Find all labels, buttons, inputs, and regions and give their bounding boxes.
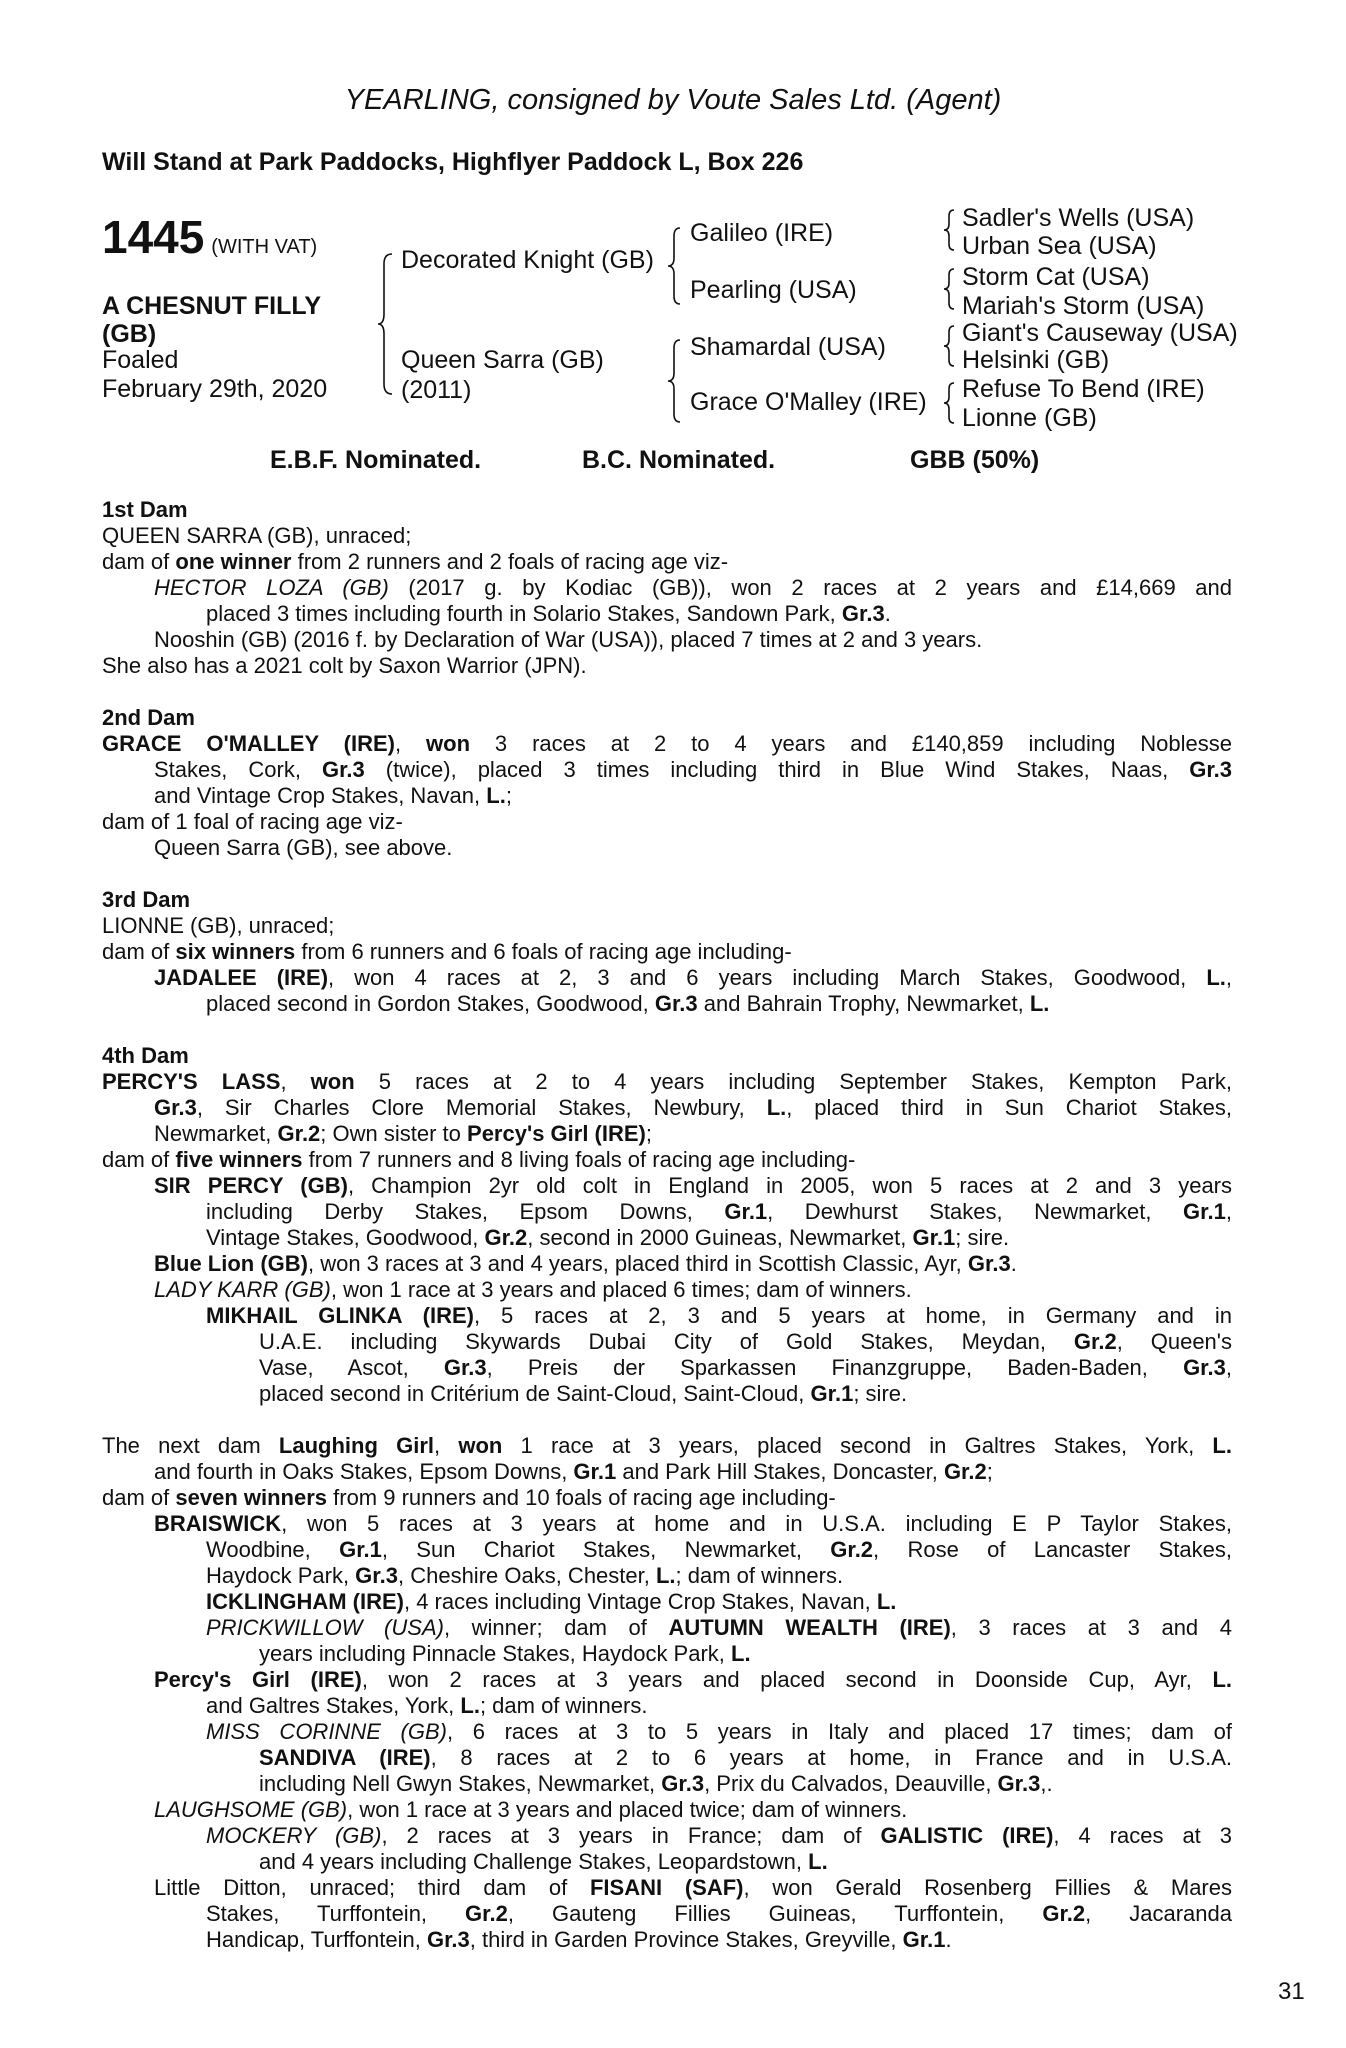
bold-text: Gr.3: [967, 1251, 1011, 1276]
bold-text: Gr.3: [1189, 757, 1232, 782]
text: ; dam of winners.: [479, 1693, 648, 1718]
record-line: [206, 1927, 1232, 1953]
bold-text: Gr.3: [355, 1563, 398, 1588]
text: including Nell Gwyn Stakes, Newmarket,: [259, 1771, 662, 1796]
dam-section: [102, 1433, 1232, 1953]
bold-text: Percy's Girl (IRE): [154, 1667, 362, 1692]
text: and Galtres Stakes, York,: [206, 1693, 461, 1718]
dam-section: [102, 887, 1232, 1017]
bold-text: L.: [1212, 1667, 1232, 1692]
bold-text: L.: [766, 1095, 787, 1120]
text: , won 1 race at 3 years and placed 6 times; dam of winners.: [330, 1277, 912, 1302]
text: , Jacaranda: [1085, 1901, 1232, 1926]
bold-text: Gr.2: [484, 1225, 528, 1250]
record-line: [154, 1797, 1232, 1823]
ancestor-gen3: Storm Cat (USA): [962, 263, 1150, 291]
italic-text: MISS CORINNE (GB): [206, 1719, 447, 1744]
text: QUEEN SARRA (GB), unraced;: [102, 523, 412, 548]
bold-text: L.: [731, 1641, 751, 1666]
section-heading: 1st Dam: [102, 497, 188, 522]
bold-text: Gr.1: [724, 1199, 768, 1224]
bold-text: Gr.1: [902, 1927, 946, 1952]
text: placed second in Critérium de Saint-Cloud, Saint-Cloud,: [259, 1381, 811, 1406]
bold-text: L.: [1029, 991, 1050, 1016]
lot-number-line: [102, 212, 317, 262]
ebf-nomination: E.B.F. Nominated.: [270, 446, 482, 474]
bc-nomination: B.C. Nominated.: [582, 446, 776, 474]
text: from 6 runners and 6 foals of racing age including-: [295, 939, 792, 964]
text: LIONNE (GB), unraced;: [102, 913, 335, 938]
record-line: [206, 1563, 1232, 1589]
record-line: [102, 731, 1232, 757]
text: , third in Garden Province Stakes, Greyville,: [469, 1927, 903, 1952]
text: 1 race at 3 years, placed second in Galtres Stakes, York,: [502, 1433, 1213, 1458]
text: , 2 races at 3 years in France; dam of: [381, 1823, 881, 1848]
bold-text: Gr.3: [426, 1927, 470, 1952]
bold-text: L.: [876, 1589, 897, 1614]
bold-text: Gr.2: [1042, 1901, 1086, 1926]
text: Nooshin (GB) (2016 f. by Declaration of War (USA)), placed 7 times at 2 and 3 years.: [154, 627, 983, 652]
text: , 6 races at 3 to 5 years in Italy and placed 17 times; dam of: [446, 1719, 1232, 1744]
record-line: [154, 627, 1232, 653]
italic-text: HECTOR LOZA (GB): [154, 575, 389, 600]
bold-text: L.: [1212, 1433, 1232, 1458]
text: , second in 2000 Guineas, Newmarket,: [527, 1225, 913, 1250]
vat-note: (WITH VAT): [211, 236, 318, 258]
text: and Vintage Crop Stakes, Navan,: [154, 783, 487, 808]
bold-text: Gr.2: [1073, 1329, 1117, 1354]
bold-text: six winners: [175, 939, 296, 964]
dam-sire: Shamardal (USA): [690, 333, 886, 361]
bold-text: Gr.1: [912, 1225, 956, 1250]
section-spacer: [102, 861, 1232, 887]
foaled-label: Foaled: [102, 346, 179, 374]
record-line: [154, 835, 1232, 861]
record-line: [102, 939, 1232, 965]
record-line: [154, 1173, 1232, 1199]
bold-text: won: [310, 1069, 355, 1094]
record-line: [206, 1615, 1232, 1641]
text: Newmarket,: [154, 1121, 278, 1146]
text: ,: [1225, 1355, 1232, 1380]
bold-text: Gr.3: [997, 1771, 1041, 1796]
section-heading: 4th Dam: [102, 1043, 189, 1068]
text: including Derby Stakes, Epsom Downs,: [206, 1199, 725, 1224]
sire: Decorated Knight (GB): [401, 246, 654, 274]
record-line: [102, 523, 1232, 549]
stand-location: Will Stand at Park Paddocks, Highflyer Paddock L, Box 226: [102, 148, 804, 176]
record-line: [154, 1121, 1232, 1147]
produce-record: [102, 497, 1232, 1953]
dam-foaling-year: (2011): [401, 376, 472, 404]
pedigree-brace: [942, 381, 956, 425]
lot-description: A CHESNUT FILLY: [102, 292, 321, 320]
italic-text: LAUGHSOME (GB): [154, 1797, 348, 1822]
record-line: [102, 653, 1232, 679]
record-line: [154, 1277, 1232, 1303]
text: Vintage Stakes, Goodwood,: [206, 1225, 485, 1250]
text: ; sire.: [853, 1381, 908, 1406]
text: , 4 races including Vintage Crop Stakes, Navan,: [403, 1589, 877, 1614]
bold-text: L.: [460, 1693, 480, 1718]
pedigree-brace: [666, 226, 682, 306]
foaled-date: February 29th, 2020: [102, 375, 328, 403]
record-line: [259, 1771, 1232, 1797]
text: , Champion 2yr old colt in England in 2005, won 5 races at 2 and 3 years: [347, 1173, 1232, 1198]
text: , won 3 races at 3 and 4 years, placed third in Scottish Classic, Ayr,: [307, 1251, 968, 1276]
text: ,: [434, 1433, 459, 1458]
dam-dam: Grace O'Malley (IRE): [690, 388, 927, 416]
record-line: [102, 1433, 1232, 1459]
text: dam of: [102, 1485, 176, 1510]
bold-text: Gr.3: [1183, 1355, 1226, 1380]
record-line: [259, 1355, 1232, 1381]
bold-text: GALISTIC (IRE): [880, 1823, 1054, 1848]
record-line: [206, 1901, 1232, 1927]
text: Stakes, Cork,: [154, 757, 322, 782]
pedigree-brace: [378, 252, 394, 396]
section-spacer: [102, 1017, 1232, 1043]
bold-text: Gr.1: [1183, 1199, 1226, 1224]
bold-text: SIR PERCY (GB): [154, 1173, 348, 1198]
bold-text: five winners: [175, 1147, 303, 1172]
lot-description-country: (GB): [102, 320, 157, 348]
record-line: [154, 575, 1232, 601]
record-line: [206, 1199, 1232, 1225]
gbb-status: GBB (50%): [910, 446, 1040, 474]
record-line: [206, 1823, 1232, 1849]
text: , 8 races at 2 to 6 years at home, in France and in U.S.A.: [430, 1745, 1232, 1770]
bold-text: BRAISWICK: [154, 1511, 282, 1536]
text: ; Own sister to: [320, 1121, 468, 1146]
text: The next dam: [102, 1433, 279, 1458]
text: , won 2 races at 3 years and placed second in Doonside Cup, Ayr,: [361, 1667, 1213, 1692]
record-line: [154, 1875, 1232, 1901]
text: , won 1 race at 3 years and placed twice; dam of winners.: [347, 1797, 908, 1822]
bold-text: Gr.3: [154, 1095, 197, 1120]
text: ;: [505, 783, 512, 808]
text: placed second in Gordon Stakes, Goodwood,: [206, 991, 655, 1016]
record-line: [206, 991, 1232, 1017]
italic-text: LADY KARR (GB): [154, 1277, 331, 1302]
record-line: [206, 1589, 1232, 1615]
text: , Gauteng Fillies Guineas, Turffontein,: [507, 1901, 1043, 1926]
record-line: [259, 1849, 1232, 1875]
pedigree-brace: [942, 208, 956, 252]
text: ,: [1225, 965, 1232, 990]
record-line: [154, 1511, 1232, 1537]
bold-text: Gr.2: [943, 1459, 987, 1484]
catalogue-title: YEARLING, consigned by Voute Sales Ltd. (Agent): [344, 84, 1002, 116]
bold-text: seven winners: [175, 1485, 328, 1510]
record-line: [259, 1329, 1232, 1355]
bold-text: Gr.1: [573, 1459, 617, 1484]
record-line: [206, 1537, 1232, 1563]
text: and fourth in Oaks Stakes, Epsom Downs,: [154, 1459, 574, 1484]
bold-text: won: [426, 731, 471, 756]
ancestor-gen3: Refuse To Bend (IRE): [962, 375, 1205, 403]
text: ; sire.: [955, 1225, 1010, 1250]
text: , Prix du Calvados, Deauville,: [704, 1771, 998, 1796]
text: , Queen's: [1116, 1329, 1232, 1354]
text: , Sun Chariot Stakes, Newmarket,: [381, 1537, 831, 1562]
dam: Queen Sarra (GB): [401, 346, 604, 374]
text: (2017 g. by Kodiac (GB)), won 2 races at 2 years and £14,669 and: [388, 575, 1232, 600]
text: Stakes, Turffontein,: [206, 1901, 466, 1926]
text: Woodbine,: [206, 1537, 340, 1562]
record-line: [154, 1667, 1232, 1693]
bold-text: L.: [486, 783, 506, 808]
text: dam of: [102, 1147, 176, 1172]
record-line: [102, 549, 1232, 575]
text: , 3 races at 3 and 4: [950, 1615, 1232, 1640]
record-line: [102, 1069, 1232, 1095]
text: .: [945, 1927, 952, 1952]
text: Haydock Park,: [206, 1563, 356, 1588]
bold-text: GRACE O'MALLEY (IRE): [102, 731, 395, 756]
text: ,: [280, 1069, 311, 1094]
text: from 7 runners and 8 living foals of racing age including-: [302, 1147, 856, 1172]
text: Handicap, Turffontein,: [206, 1927, 427, 1952]
text: dam of: [102, 549, 176, 574]
text: placed 3 times including fourth in Solario Stakes, Sandown Park,: [206, 601, 842, 626]
lot-number: 1445: [102, 211, 205, 263]
bold-text: AUTUMN WEALTH (IRE): [668, 1615, 951, 1640]
bold-text: L.: [655, 1563, 676, 1588]
bold-text: Gr.2: [465, 1901, 508, 1926]
record-line: [206, 1693, 1232, 1719]
text: ,: [394, 731, 427, 756]
bold-text: one winner: [175, 549, 292, 574]
pedigree-brace: [942, 267, 956, 311]
text: , Dewhurst Stakes, Newmarket,: [767, 1199, 1184, 1224]
bold-text: MIKHAIL GLINKA (IRE): [206, 1303, 474, 1328]
text: from 9 runners and 10 foals of racing age including-: [327, 1485, 836, 1510]
page-number: 31: [1278, 1978, 1305, 2005]
bold-text: ICKLINGHAM (IRE): [206, 1589, 404, 1614]
dam-section: [102, 705, 1232, 861]
bold-text: SANDIVA (IRE): [259, 1745, 431, 1770]
text: , Sir Charles Clore Memorial Stakes, Newbury,: [196, 1095, 767, 1120]
text: ,: [1225, 1199, 1232, 1224]
text: and Bahrain Trophy, Newmarket,: [697, 991, 1030, 1016]
ancestor-gen3: Giant's Causeway (USA): [962, 319, 1238, 347]
pedigree-brace: [666, 338, 682, 424]
section-heading: 3rd Dam: [102, 887, 191, 912]
bold-text: Laughing Girl: [278, 1433, 434, 1458]
italic-text: PRICKWILLOW (USA): [206, 1615, 444, 1640]
record-line: [154, 965, 1232, 991]
text: and Park Hill Stakes, Doncaster,: [616, 1459, 944, 1484]
record-line: [259, 1641, 1232, 1667]
text: dam of: [102, 939, 176, 964]
bold-text: L.: [808, 1849, 828, 1874]
bold-text: PERCY'S LASS: [102, 1069, 281, 1094]
ancestor-gen3: Urban Sea (USA): [962, 232, 1157, 260]
text: Queen Sarra (GB), see above.: [154, 835, 453, 860]
section-spacer: [102, 1407, 1232, 1433]
bold-text: Gr.3: [321, 757, 365, 782]
ancestor-gen3: Mariah's Storm (USA): [962, 292, 1205, 320]
text: from 2 runners and 2 foals of racing age viz-: [291, 549, 729, 574]
bold-text: Gr.3: [443, 1355, 487, 1380]
text: ;: [986, 1459, 993, 1484]
text: , 5 races at 2, 3 and 5 years at home, in Germany and in: [474, 1303, 1232, 1328]
text: and 4 years including Challenge Stakes, Leopardstown,: [259, 1849, 809, 1874]
pedigree-brace: [942, 324, 956, 368]
dam-section: [102, 1043, 1232, 1407]
text: years including Pinnacle Stakes, Haydock Park,: [259, 1641, 732, 1666]
bold-text: Gr.1: [810, 1381, 854, 1406]
record-line: [154, 783, 1232, 809]
ancestor-gen3: Lionne (GB): [962, 404, 1097, 432]
text: dam of 1 foal of racing age viz-: [102, 809, 403, 834]
bold-text: FISANI (SAF): [589, 1875, 744, 1900]
text: Little Ditton, unraced; third dam of: [154, 1875, 590, 1900]
text: , 4 races at 3: [1053, 1823, 1232, 1848]
sire-dam: Pearling (USA): [690, 276, 857, 304]
text: .: [884, 601, 891, 626]
record-line: [154, 1459, 1232, 1485]
record-line: [206, 1303, 1232, 1329]
bold-text: Gr.3: [661, 1771, 705, 1796]
bold-text: JADALEE (IRE): [154, 965, 329, 990]
text: ; dam of winners.: [675, 1563, 844, 1588]
record-line: [154, 1095, 1232, 1121]
text: .: [1010, 1251, 1017, 1276]
text: , Cheshire Oaks, Chester,: [397, 1563, 656, 1588]
record-line: [259, 1745, 1232, 1771]
text: , Rose of Lancaster Stakes,: [873, 1537, 1232, 1562]
bold-text: Gr.2: [277, 1121, 321, 1146]
bold-text: Gr.2: [830, 1537, 874, 1562]
bold-text: Gr.3: [654, 991, 698, 1016]
record-line: [102, 1147, 1232, 1173]
text: 5 races at 2 to 4 years including September Stakes, Kempton Park,: [354, 1069, 1232, 1094]
bold-text: Blue Lion (GB): [154, 1251, 308, 1276]
text: ,.: [1040, 1771, 1053, 1796]
sire-sire: Galileo (IRE): [690, 219, 834, 247]
text: ;: [645, 1121, 652, 1146]
ancestor-gen3: Sadler's Wells (USA): [962, 204, 1195, 232]
record-line: [154, 757, 1232, 783]
text: U.A.E. including Skywards Dubai City of Gold Stakes, Meydan,: [259, 1329, 1074, 1354]
record-line: [206, 1719, 1232, 1745]
bold-text: L.: [1206, 965, 1226, 990]
text: , Preis der Sparkassen Finanzgruppe, Baden-Baden,: [486, 1355, 1184, 1380]
text: , placed third in Sun Chariot Stakes,: [786, 1095, 1232, 1120]
ancestor-gen3: Helsinki (GB): [962, 346, 1110, 374]
section-heading: 2nd Dam: [102, 705, 195, 730]
bold-text: Percy's Girl (IRE): [467, 1121, 646, 1146]
bold-text: Gr.1: [339, 1537, 382, 1562]
section-spacer: [102, 679, 1232, 705]
record-line: [102, 1485, 1232, 1511]
text: , won Gerald Rosenberg Fillies & Mares: [743, 1875, 1232, 1900]
record-line: [206, 601, 1232, 627]
text: , winner; dam of: [443, 1615, 669, 1640]
text: 3 races at 2 to 4 years and £140,859 including Noblesse: [470, 731, 1232, 756]
record-line: [206, 1225, 1232, 1251]
record-line: [259, 1381, 1232, 1407]
record-line: [102, 913, 1232, 939]
dam-section: [102, 497, 1232, 679]
italic-text: MOCKERY (GB): [206, 1823, 382, 1848]
text: (twice), placed 3 times including third in Blue Wind Stakes, Naas,: [364, 757, 1190, 782]
bold-text: Gr.3: [841, 601, 885, 626]
record-line: [154, 1251, 1232, 1277]
text: She also has a 2021 colt by Saxon Warrior (JPN).: [102, 653, 587, 678]
text: , won 4 races at 2, 3 and 6 years including March Stakes, Goodwood,: [328, 965, 1207, 990]
text: , won 5 races at 3 years at home and in U.S.A. including E P Taylor Stakes,: [281, 1511, 1232, 1536]
text: Vase, Ascot,: [259, 1355, 444, 1380]
bold-text: won: [458, 1433, 503, 1458]
record-line: [102, 809, 1232, 835]
